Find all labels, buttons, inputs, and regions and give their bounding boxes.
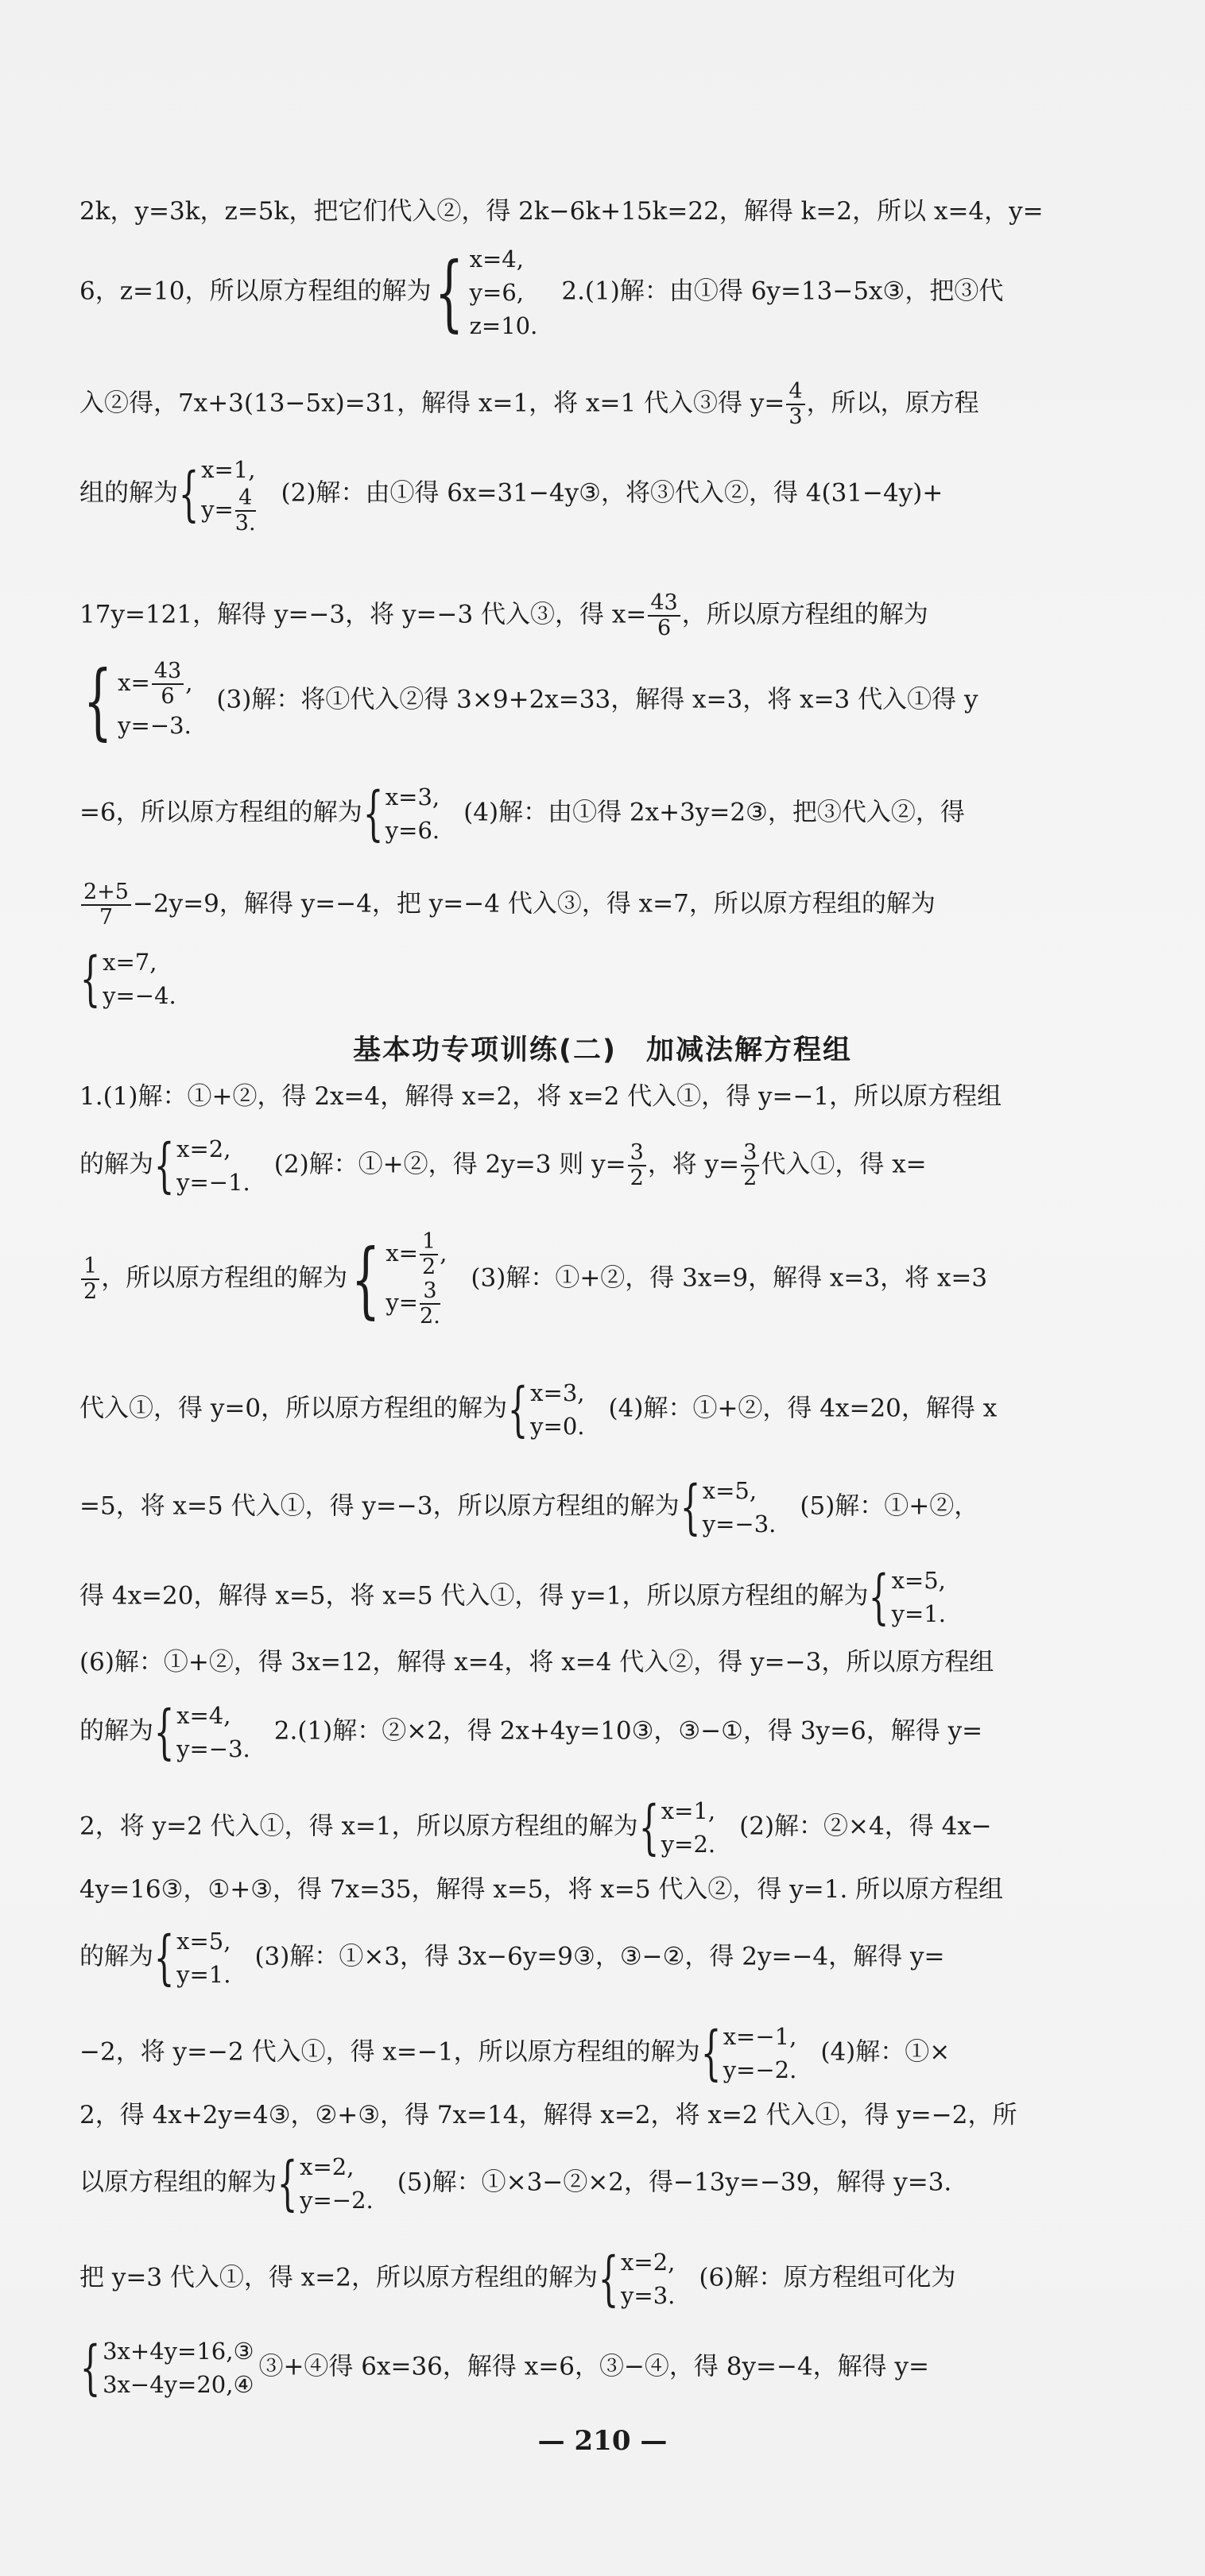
text-line: 把 y=3 代入①，得 x=2，所以原方程组的解为{ x=2, y=3. (6)解：原方程组可化为 (79, 2245, 956, 2313)
text-line: { x= $\frac{43}{6}$ , y=−3. (3)解：将①代入②得 3×9+2x=33，解得 x=3，将 x=3 代入①得 y (83, 652, 978, 749)
solution-system: x=7, y=−4. (103, 949, 176, 1009)
solution-system: x=1, y= $\frac{4}{3.}$ (201, 456, 256, 536)
solution-system: x=5, y=−3. (702, 1477, 777, 1537)
brace: { (507, 1375, 529, 1444)
brace: { (638, 1793, 660, 1862)
text-line: =5，将 x=5 代入①，得 y=−3，所以原方程组的解为{ x=5, y=−3. (5)解：①+②， (79, 1473, 979, 1541)
brace: { (79, 2334, 101, 2402)
brace: { (277, 2149, 298, 2218)
fraction: $\frac{4}{3}$ (786, 380, 804, 429)
solution-system: x=4, y=6, z=10. (469, 246, 538, 339)
solution-system: x=2, y=−2. (300, 2153, 374, 2214)
solution-system: x=1, y=2. (661, 1797, 716, 1858)
text-line: 的解为{ x=5, y=1. (3)解：①×3，得 3x−6y=9③，③−②，得 2y=−4，解得 y= (79, 1924, 945, 1992)
brace: { (680, 1473, 701, 1541)
text-line: 代入①，得 y=0，所以原方程组的解为{ x=3, y=0. (4)解：①+②，得 4x=20，解得 x (79, 1375, 998, 1444)
solution-system: x=4, y=−3. (176, 1702, 250, 1762)
solution-system: x=2, y=3. (621, 2249, 676, 2309)
text-line: =6，所以原方程组的解为{ x=3, y=6. (4)解：由①得 2x+3y=2③，把③代入②，得 (79, 779, 965, 848)
equation-system: 3x+4y=16,③ 3x−4y=20,④ (103, 2338, 254, 2398)
solution-system: x=2, y=−1. (176, 1135, 250, 1196)
brace: { (700, 2019, 722, 2087)
text-line: 1.(1)解：①+②，得 2x=4，解得 x=2，将 x=2 代入①，得 y=−1，所以原方程组 (79, 1082, 1002, 1111)
text-line: 2，将 y=2 代入①，得 x=1，所以原方程组的解为{ x=1, y=2. (2)解：②×4，得 4x− (79, 1793, 992, 1862)
text-line: 得 4x=20，解得 x=5，将 x=5 代入①，得 y=1，所以原方程组的解为{ x=5, y=1. (79, 1563, 946, 1631)
text-line: { 3x+4y=16,③ 3x−4y=20,④ ③+④得 6x=36，解得 x=6，③−④，得 8y=−4，解得 y= (79, 2334, 930, 2402)
text-line: 2k，y=3k，z=5k，把它们代入②，得 2k−6k+15k=22，解得 k=2，所以 x=4，y= (79, 197, 1044, 226)
brace: { (153, 1698, 175, 1766)
text-line: (6)解：①+②，得 3x=12，解得 x=4，将 x=4 代入②，得 y=−3，所以原方程组 (79, 1648, 994, 1677)
text-line (79, 946, 1081, 1012)
fraction: $\frac{43}{6}$ (648, 591, 680, 640)
text-line: 的解为{ x=2, y=−1. (2)解：①+②，得 2y=3 则 y= $\frac{3}{2}$ ，将 y= $\frac{3}{2}$ 代入①，得 x= (79, 1131, 927, 1200)
text-line: −2，将 y=−2 代入①，得 x=−1，所以原方程组的解为{ x=−1, y=−2. (4)解：①× (79, 2019, 951, 2087)
text-line: 2，得 4x+2y=4③，②+③，得 7x=14，解得 x=2，将 x=2 代入①，得 y=−2，所 (79, 2101, 1017, 2129)
text-line: 组的解为{ x=1, y= $\frac{4}{3.}$ (2)解：由①得 6x=31−4y③，将③代入②，得 4(31−4y)+ (79, 453, 1081, 536)
brace: { (351, 1231, 381, 1328)
brace: { (435, 244, 464, 341)
solution-system: x=5, y=1. (176, 1928, 231, 1988)
solution-system: x= $\frac{43}{6}$ , y=−3. (118, 659, 193, 739)
text-line: $\frac{2+5}{7}$ −2y=9，解得 y=−4，把 y=−4 代入③，得 x=7，所以原方程组的解为 (79, 880, 1081, 930)
text-line: 6，z=10，所以原方程组的解为{ x=4, y=6, z=10. 2.(1)解：由①得 6y=13−5x③，把③代 (79, 244, 1004, 341)
solution-system: x=5, y=1. (891, 1567, 946, 1627)
text-line: 的解为{ x=4, y=−3. 2.(1)解：②×2，得 2x+4y=10③，③−①，得 3y=6，解得 y= (79, 1698, 983, 1766)
text-line: 4y=16③，①+③，得 7x=35，解得 x=5，将 x=5 代入②，得 y=1. 所以原方程组 (79, 1875, 1004, 1904)
text-line: 入②得，7x+3(13−5x)=31，解得 x=1，将 x=1 代入③得 y= $\frac{4}{3}$ ，所以，原方程 (79, 379, 979, 429)
solution-system: x=−1, y=−2. (723, 2023, 797, 2083)
section-title: 基本功专项训练(二) 加减法解方程组 (353, 1035, 852, 1066)
brace: { (79, 945, 101, 1013)
brace: { (598, 2245, 619, 2313)
solution-system: x= $\frac{1}{2}$ , y= $\frac{3}{2.}$ (386, 1229, 448, 1329)
brace: { (178, 460, 200, 528)
brace: { (362, 779, 384, 848)
brace: { (153, 1924, 175, 1992)
page-number: — 210 — (537, 2425, 668, 2457)
brace: { (83, 652, 113, 749)
text-line: 以原方程组的解为{ x=2, y=−2. (5)解：①×3−②×2，得−13y=−39，解得 y=3. (79, 2149, 952, 2218)
solution-system: x=3, y=0. (530, 1379, 585, 1440)
solution-system: x=3, y=6. (385, 783, 440, 844)
brace: { (153, 1131, 175, 1200)
fraction: $\frac{1}{2}$ (81, 1255, 99, 1304)
text-line: 17y=121，解得 y=−3，将 y=−3 代入③，得 x= $\frac{43}{6}$ ，所以原方程组的解为 (79, 590, 928, 640)
text-line: $\frac{1}{2}$ ，所以原方程组的解为{ x= $\frac{1}{2}$ , y= $\frac{3}{2.}$ (3)解：①+②，得 3x=9，解得 x=3，将 x=3 (79, 1230, 1081, 1329)
brace: { (869, 1563, 889, 1631)
fraction: $\frac{2+5}{7}$ (81, 880, 131, 930)
